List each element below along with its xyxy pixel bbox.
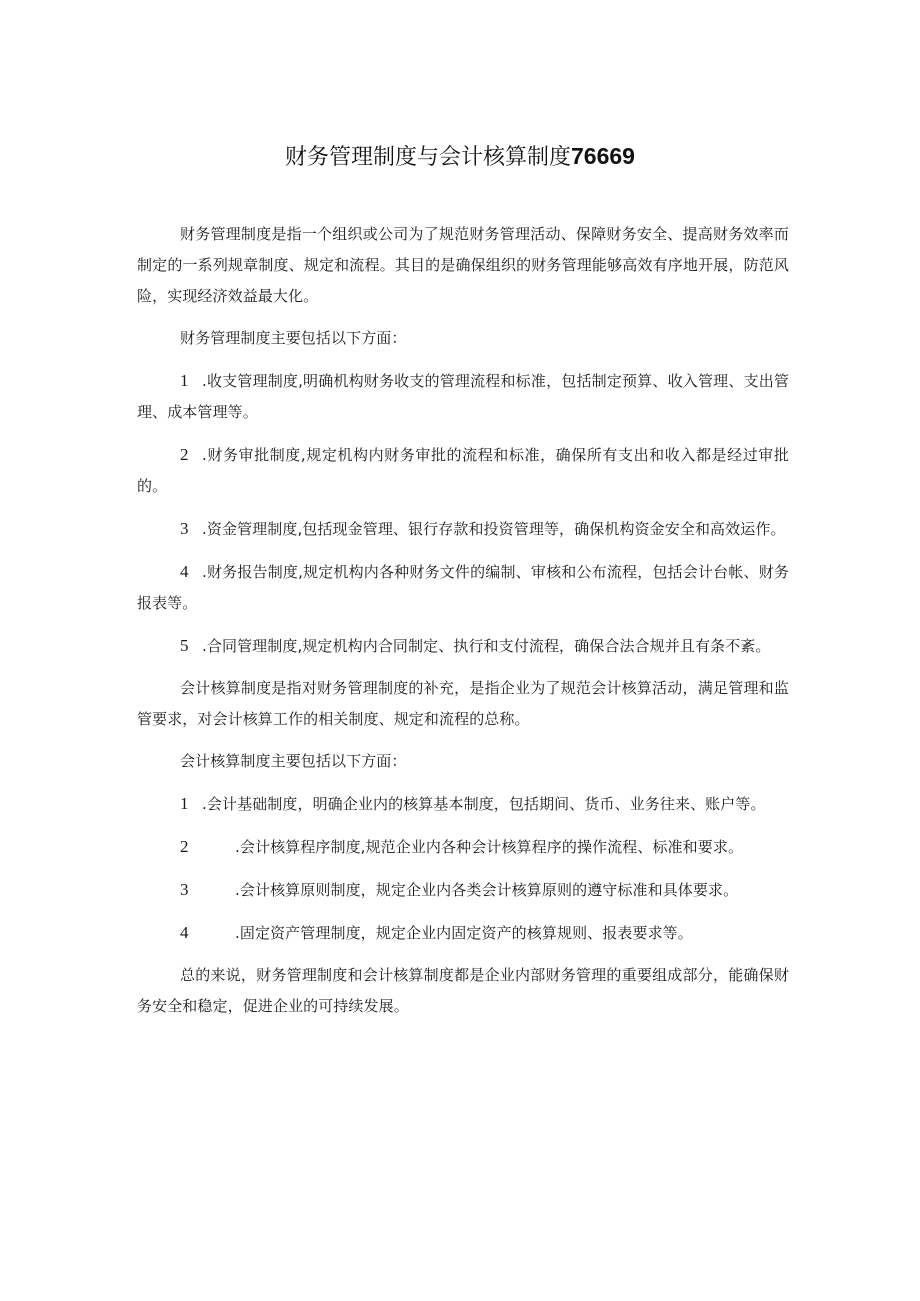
- financial-management-item-1: [137, 365, 789, 428]
- summary-paragraph: 总的来说，财务管理制度和会计核算制度都是企业内部财务管理的重要组成部分，能确保财务安全和稳定，促进企业的可持续发展。: [137, 966, 789, 1015]
- item-text: .固定资产管理制度，规定企业内固定资产的核算规则、报表要求等。: [235, 924, 693, 942]
- accounting-item-4: [137, 917, 789, 949]
- accounting-intro-paragraph: 会计核算制度是指对财务管理制度的补充，是指企业为了规范会计核算活动，满足管理和监管要求，对会计核算工作的相关制度、规定和流程的总称。: [137, 679, 789, 728]
- item-number: 1: [180, 794, 189, 813]
- document-title-text: 财务管理制度与会计核算制度: [285, 145, 572, 170]
- item-number: 5: [180, 636, 189, 655]
- financial-management-item-4: [137, 556, 789, 619]
- accounting-item-3: [137, 874, 789, 906]
- financial-management-item-5: [137, 630, 789, 662]
- item-text: .会计基础制度，明确企业内的核算基本制度，包括期间、货币、业务往来、账户等。: [202, 795, 766, 813]
- item-number: 4: [180, 923, 189, 942]
- item-number: 3: [180, 519, 189, 538]
- item-text: .会计核算原则制度，规定企业内各类会计核算原则的遵守标准和具体要求。: [235, 881, 739, 899]
- financial-management-item-2: [137, 439, 789, 502]
- item-number: 2: [180, 445, 189, 464]
- item-text: .合同管理制度,规定机构内合同制定、执行和支付流程，确保合法合规并且有条不紊。: [202, 637, 771, 655]
- item-text: .财务审批制度,规定机构内财务审批的流程和标准，确保所有支出和收入都是经过审批的。: [137, 446, 789, 495]
- document-title: [0, 141, 920, 173]
- item-text: .收支管理制度,明确机构财务收支的管理流程和标准，包括制定预算、收入管理、支出管理、成本管理等。: [137, 372, 789, 421]
- item-number: 1: [180, 371, 189, 390]
- item-number: 3: [180, 880, 189, 899]
- accounting-lead: 会计核算制度主要包括以下方面：: [180, 752, 407, 770]
- item-number: 2: [180, 837, 189, 856]
- item-text: .财务报告制度,规定机构内各种财务文件的编制、审核和公布流程，包括会计台帐、财务报表等。: [137, 563, 789, 612]
- accounting-item-2: [137, 831, 789, 863]
- document-body: [137, 219, 789, 1033]
- item-text: .会计核算程序制度,规范企业内各种会计核算程序的操作流程、标准和要求。: [235, 838, 744, 856]
- item-text: .资金管理制度,包括现金管理、银行存款和投资管理等，确保机构资金安全和高效运作。: [202, 520, 786, 538]
- document-title-number: 76669: [571, 143, 635, 169]
- accounting-item-1: [137, 788, 789, 820]
- item-number: 4: [180, 562, 189, 581]
- financial-management-lead: 财务管理制度主要包括以下方面：: [180, 329, 407, 347]
- financial-management-item-3: [137, 513, 789, 545]
- intro-paragraph: 财务管理制度是指一个组织或公司为了规范财务管理活动、保障财务安全、提高财务效率而制定的一系列规章制度、规定和流程。其目的是确保组织的财务管理能够高效有序地开展，防范风险，实现经济效益最大化。: [137, 225, 789, 305]
